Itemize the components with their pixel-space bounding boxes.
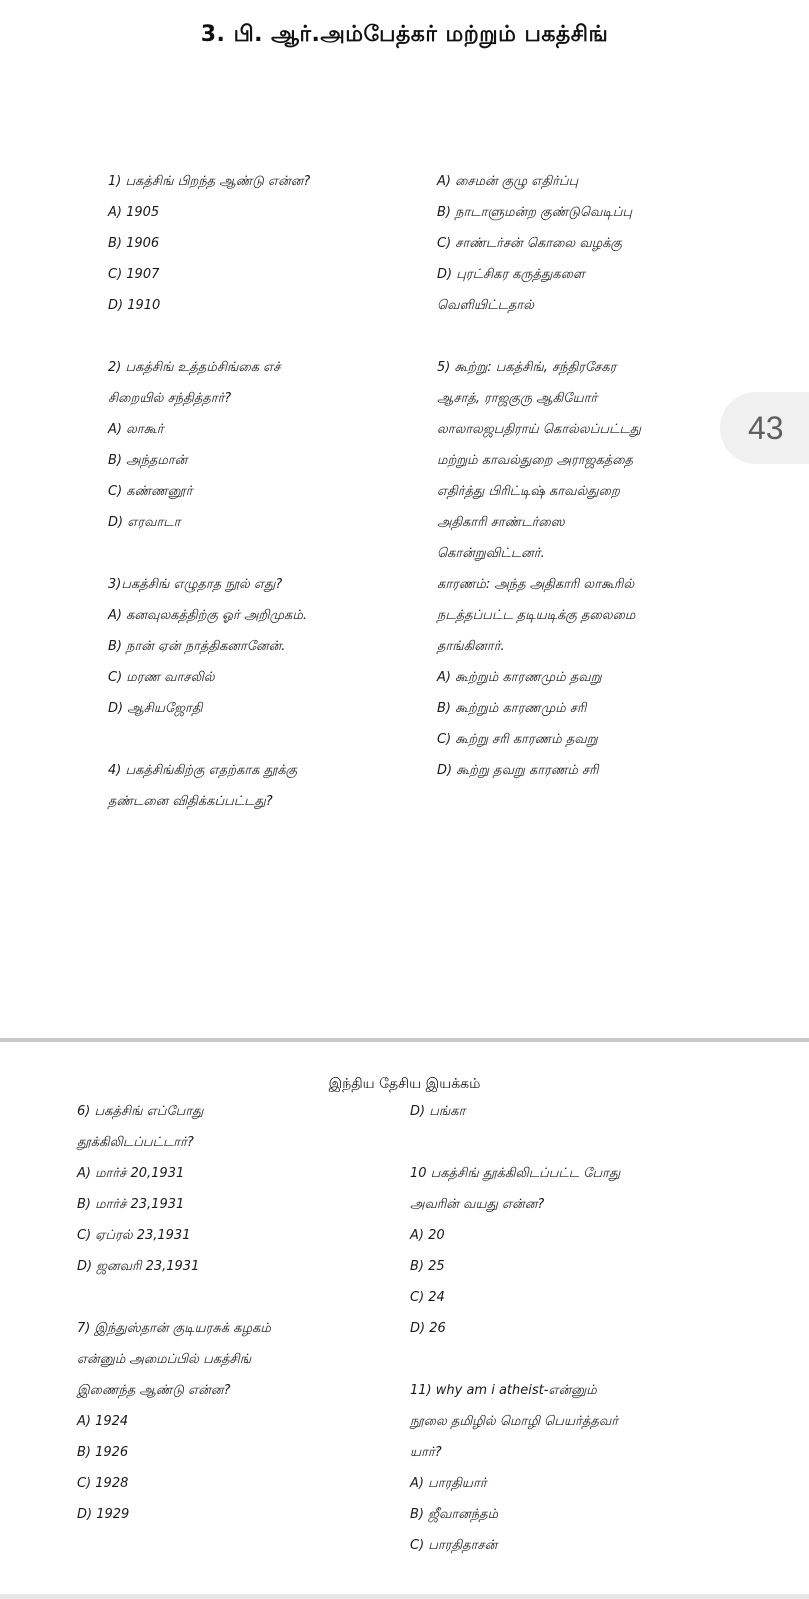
text-line: B) கூற்றும் காரணமும் சரி: [437, 701, 587, 716]
text-line: D) கூற்று தவறு காரணம் சரி: [437, 763, 599, 778]
text-line: 10 பகத்சிங் தூக்கிலிடப்பட்ட போது: [410, 1166, 621, 1181]
text-line: D) புரட்சிகர கருத்துகளை: [437, 267, 585, 282]
text-line: B) ஜீவானந்தம்: [410, 1507, 499, 1522]
text-line: 1) பகத்சிங் பிறந்த ஆண்டு என்ன?: [108, 174, 311, 189]
right-question-column: [410, 1096, 710, 1561]
text-line: இணைந்த ஆண்டு என்ன?: [77, 1383, 231, 1398]
text-line: B) நாடாளுமன்ற குண்டுவெடிப்பு: [437, 205, 633, 220]
text-line: நடத்தப்பட்ட தடியடிக்கு தலைமை: [437, 608, 636, 623]
text-line: C) கண்ணனூர்: [108, 484, 193, 499]
text-line: B) மார்ச் 23,1931: [77, 1197, 185, 1212]
text-line: C) 24: [410, 1290, 445, 1305]
text-line: என்னும் அமைப்பில் பகத்சிங்: [77, 1352, 252, 1367]
text-line: எதிர்த்து பிரிட்டிஷ் காவல்துறை: [437, 484, 620, 499]
right-question-column: [437, 166, 727, 786]
text-line: 6) பகத்சிங் எப்போது: [77, 1104, 204, 1119]
document-page-2: [0, 1042, 809, 1599]
text-line: [410, 1127, 710, 1158]
text-line: D) பங்கா: [410, 1104, 466, 1119]
text-line: [108, 724, 418, 755]
text-line: C) பாரதிதாசன்: [410, 1538, 498, 1553]
text-line: C) மரண வாசலில்: [108, 670, 215, 685]
text-line: காரணம்: அந்த அதிகாரி லாகூரில்: [437, 577, 635, 592]
text-line: C) ஏப்ரல் 23,1931: [77, 1228, 191, 1243]
text-line: 2) பகத்சிங் உத்தம்சிங்கை எச்: [108, 360, 281, 375]
text-line: A) மார்ச் 20,1931: [77, 1166, 185, 1181]
text-line: C) 1928: [77, 1476, 129, 1491]
text-line: [437, 321, 727, 352]
left-question-column: [108, 166, 418, 817]
text-line: 3)பகத்சிங் எழுதாத நூல் எது?: [108, 577, 283, 592]
text-line: A) கூற்றும் காரணமும் தவறு: [437, 670, 602, 685]
text-line: சிறையில் சந்தித்தார்?: [108, 391, 232, 406]
text-line: [410, 1344, 710, 1375]
text-line: 11) why am i atheist-என்னும்: [410, 1383, 597, 1398]
text-line: [77, 1282, 387, 1313]
text-line: நூலை தமிழில் மொழி பெயர்த்தவர்: [410, 1414, 619, 1429]
text-line: A) 20: [410, 1228, 445, 1243]
text-line: A) லாகூர்: [108, 422, 164, 437]
text-line: A) 1905: [108, 205, 160, 220]
text-line: B) 1906: [108, 236, 160, 251]
text-line: ஆசாத், ராஜகுரு ஆகியோர்: [437, 391, 598, 406]
text-line: தூக்கிலிடப்பட்டார்?: [77, 1135, 194, 1150]
text-line: A) சைமன் குழு எதிர்ப்பு: [437, 174, 579, 189]
text-line: A) பாரதியார்: [410, 1476, 487, 1491]
scroll-edge: [0, 1594, 809, 1599]
text-line: மற்றும் காவல்துறை அராஜகத்தை: [437, 453, 634, 468]
text-line: 4) பகத்சிங்கிற்கு எதற்காக தூக்கு: [108, 763, 298, 778]
chapter-title: 3. பி. ஆர்.அம்பேத்கர் மற்றும் பகத்சிங்: [200, 22, 609, 47]
text-line: D) எரவாடா: [108, 515, 181, 530]
text-line: C) சாண்டர்சன் கொலை வழக்கு: [437, 236, 623, 251]
page-number-badge: 43: [720, 392, 809, 464]
text-line: D) 1929: [77, 1507, 130, 1522]
text-line: வெளியிட்டதால்: [437, 298, 535, 313]
page-header: இந்திய தேசிய இயக்கம்: [328, 1076, 481, 1092]
text-line: கொன்றுவிட்டனர்.: [437, 546, 545, 561]
text-line: C) கூற்று சரி காரணம் தவறு: [437, 732, 598, 747]
text-line: B) நான் ஏன் நாத்திகனானேன்.: [108, 639, 286, 654]
text-line: A) 1924: [77, 1414, 129, 1429]
text-line: D) ஆசியஜோதி: [108, 701, 203, 716]
text-line: B) 1926: [77, 1445, 129, 1460]
text-line: D) 1910: [108, 298, 161, 313]
text-line: D) ஜனவரி 23,1931: [77, 1259, 200, 1274]
text-line: தாங்கினார்.: [437, 639, 505, 654]
text-line: அவரின் வயது என்ன?: [410, 1197, 545, 1212]
text-line: D) 26: [410, 1321, 446, 1336]
text-line: 7) இந்துஸ்தான் குடியரசுக் கழகம்: [77, 1321, 271, 1336]
text-line: C) 1907: [108, 267, 160, 282]
text-line: [108, 321, 418, 352]
text-line: அதிகாரி சாண்டர்ஸை: [437, 515, 565, 530]
text-line: தண்டனை விதிக்கப்பட்டது?: [108, 794, 273, 809]
text-line: லாலாலஜபதிராய் கொல்லப்பட்டது: [437, 422, 642, 437]
text-line: யார்?: [410, 1445, 442, 1460]
text-line: 5) கூற்று: பகத்சிங், சந்திரசேகர: [437, 360, 617, 375]
text-line: B) அந்தமான்: [108, 453, 188, 468]
text-line: B) 25: [410, 1259, 445, 1274]
text-line: [108, 538, 418, 569]
text-line: A) கனவுலகத்திற்கு ஓர் அறிமுகம்.: [108, 608, 307, 623]
left-question-column: [77, 1096, 387, 1530]
